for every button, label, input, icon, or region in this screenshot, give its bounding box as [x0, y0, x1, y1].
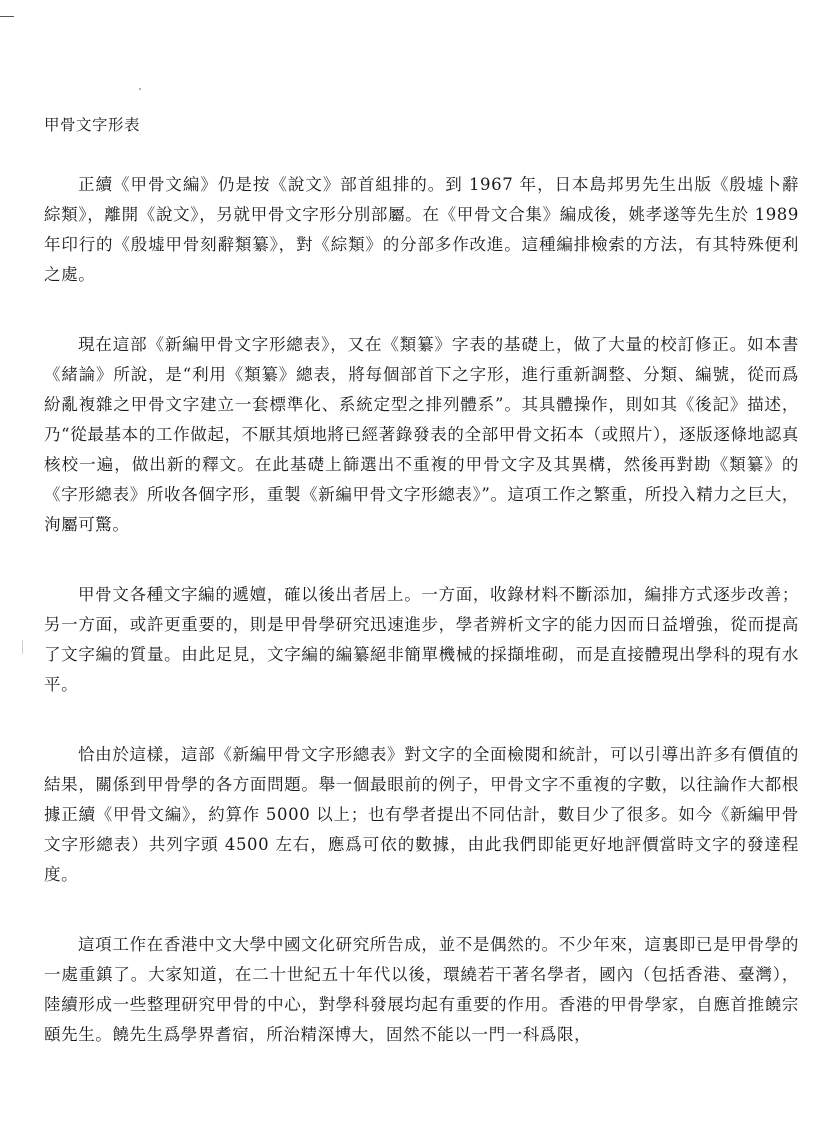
paragraph-2: 現在這部《新編甲骨文字形總表》，又在《類纂》字表的基礎上，做了大量的校訂修正。如本書《緒論》所說，是“利用《類纂》總表，將每個部首下之字形，進行重新調整、分類、編號，從而爲紛亂複雜之甲骨文字建立一套標準化、系統定型之排列體系”。其具體操作，則如其《後記》描述，乃“從最基本的工作做起，不厭其煩地將已經著錄發表的全部甲骨文拓本（或照片），逐版逐條地認真核校一遍，做出新的釋文。在此基礎上篩選出不重複的甲骨文字及其異構，然後再對勘《類纂》的《字形總表》所收各個字形，重製《新編甲骨文字形總表》”。這項工作之繁重，所投入精力之巨大，洵屬可驚。	[44, 335, 799, 534]
paragraph-1: 正續《甲骨文編》仍是按《說文》部首組排的。到 1967 年，日本島邦男先生出版《殷墟卜辭綜類》，離開《說文》，另就甲骨文字形分別部屬。在《甲骨文合集》編成後，姚孝遂等先生於 1989 年印行的《殷墟甲骨刻辭類纂》，對《綜類》的分部多作改進。這種編排檢索的方法，有其特殊便利之處。	[44, 175, 799, 284]
body-text	[44, 170, 799, 1090]
paragraph-4: 恰由於這樣，這部《新編甲骨文字形總表》對文字的全面檢閱和統計，可以引導出許多有價值的結果，關係到甲骨學的各方面問題。舉一個最眼前的例子，甲骨文字不重複的字數，以往論作大都根據正續《甲骨文編》，約算作 5000 以上；也有學者提出不同估計，數目少了很多。如今《新編甲骨文字形總表）共列字頭 4500 左右，應爲可依的數據，由此我們即能更好地評價當時文字的發達程度。	[44, 745, 799, 884]
scan-speck	[22, 640, 23, 654]
scan-speck	[139, 88, 141, 90]
paragraph-5: 這項工作在香港中文大學中國文化研究所告成，並不是偶然的。不少年來，這裏即已是甲骨學的一處重鎮了。大家知道，在二十世紀五十年代以後，環繞若干著名學者，國內（包括香港、臺灣），陸續形成一些整理研究甲骨的中心，對學科發展均起有重要的作用。香港的甲骨學家，自應首推饒宗頤先生。饒先生爲學界耆宿，所治精深博大，固然不能以一門一科爲限，	[44, 935, 799, 1044]
scan-corner-mark	[0, 16, 14, 17]
section-heading: 甲骨文字形表	[44, 116, 141, 134]
paragraph-3: 甲骨文各種文字編的遞嬗，確以後出者居上。一方面，收錄材料不斷添加，編排方式逐步改善；另一方面，或許更重要的，則是甲骨學研究迅速進步，學者辨析文字的能力因而日益增強，從而提高了文字編的質量。由此足見，文字編的編纂絕非簡單機械的採擷堆砌，而是直接體現出學科的現有水平。	[44, 585, 799, 694]
